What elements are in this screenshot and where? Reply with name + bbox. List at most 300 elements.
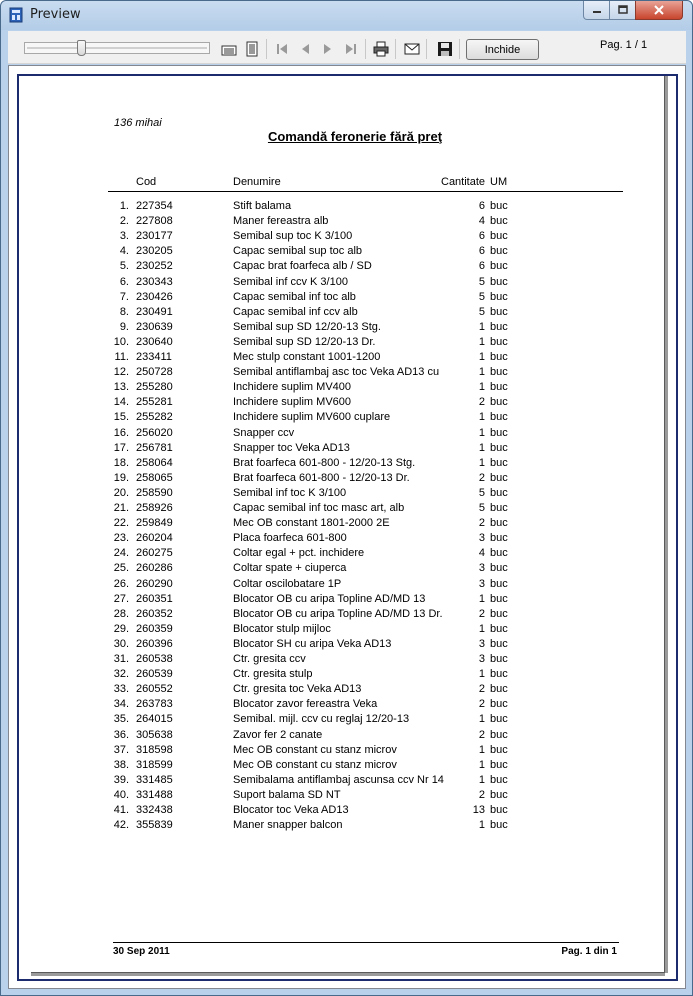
row-number: 41. — [113, 804, 129, 816]
row-denumire: Capac brat foarfeca alb / SD — [233, 260, 372, 273]
row-number: 2. — [119, 215, 129, 228]
row-cod: 260290 — [136, 577, 173, 590]
row-um: buc — [490, 743, 508, 756]
row-um: buc — [490, 547, 508, 560]
row-cod: 260552 — [136, 683, 173, 696]
row-number: 28. — [113, 607, 129, 620]
row-um: buc — [490, 637, 508, 650]
row-number: 7. — [119, 290, 129, 303]
row-denumire: Maner snapper balcon — [233, 819, 343, 832]
column-header-cod: Cod — [136, 176, 157, 188]
row-denumire: Ctr. gresita stulp — [233, 668, 313, 681]
zoom-slider-track — [27, 47, 207, 49]
row-cod: 230205 — [136, 245, 173, 258]
row-number: 16. — [113, 426, 129, 439]
row-number: 24. — [113, 547, 129, 560]
column-header-cantitate: Cantitate — [441, 176, 486, 188]
table-row — [31, 608, 665, 623]
row-cantitate: 1 — [478, 622, 485, 635]
row-denumire: Brat foarfeca 601-800 - 12/20-13 Stg. — [233, 456, 416, 469]
table-row — [31, 683, 665, 698]
row-cantitate: 1 — [478, 592, 485, 605]
row-cod: 230177 — [136, 230, 173, 243]
row-um: buc — [490, 441, 508, 454]
row-um: buc — [490, 728, 508, 741]
footer-divider — [113, 942, 619, 943]
row-cantitate: 4 — [478, 547, 485, 560]
table-row — [31, 713, 665, 728]
row-cantitate: 2 — [478, 683, 485, 696]
row-denumire: Capac semibal inf toc masc art, alb — [233, 502, 405, 514]
row-cantitate: 6 — [478, 230, 485, 243]
zoom-slider[interactable] — [24, 42, 210, 54]
row-cantitate: 1 — [478, 381, 485, 394]
row-number: 34. — [113, 698, 129, 711]
row-number: 14. — [113, 396, 129, 409]
zoom-slider-thumb[interactable] — [77, 40, 86, 56]
row-cod: 318598 — [136, 743, 173, 756]
row-cantitate: 3 — [478, 577, 485, 590]
row-cod: 259849 — [136, 517, 173, 530]
save-icon — [437, 41, 453, 57]
page-width-button[interactable] — [243, 40, 261, 58]
row-number: 40. — [113, 788, 129, 801]
row-denumire: Capac semibal sup toc alb — [233, 245, 363, 258]
row-um: buc — [490, 305, 508, 318]
row-um: buc — [490, 456, 508, 469]
row-um: buc — [490, 200, 508, 212]
table-row — [31, 442, 665, 457]
row-cod: 227808 — [136, 215, 173, 228]
maximize-icon — [618, 5, 628, 15]
table-row — [31, 230, 665, 245]
table-row — [31, 517, 665, 532]
row-number: 26. — [113, 577, 129, 590]
row-cod: 260359 — [136, 622, 173, 635]
row-cod: 264015 — [136, 713, 173, 726]
app-icon — [9, 7, 23, 23]
email-icon — [404, 41, 420, 57]
row-um: buc — [490, 366, 508, 379]
maximize-button[interactable] — [609, 1, 636, 20]
table-row — [31, 245, 665, 260]
table-row — [31, 819, 665, 834]
row-cantitate: 3 — [478, 653, 485, 665]
row-number: 22. — [113, 517, 129, 530]
row-denumire: Mec OB constant cu stanz microv — [233, 743, 397, 756]
row-cod: 263783 — [136, 698, 173, 711]
row-cantitate: 1 — [478, 743, 485, 756]
toolbar-separator — [426, 39, 427, 59]
column-header-denumire: Denumire — [233, 176, 281, 188]
row-cantitate: 2 — [478, 788, 485, 801]
row-number: 6. — [119, 275, 129, 288]
row-number: 15. — [113, 411, 129, 424]
row-cod: 331488 — [136, 788, 173, 801]
row-cantitate: 1 — [478, 320, 485, 333]
row-um: buc — [490, 577, 508, 590]
table-row — [31, 562, 665, 577]
row-cantitate: 5 — [478, 486, 485, 499]
row-number: 11. — [114, 351, 129, 363]
row-cod: 260286 — [136, 562, 173, 575]
table-row — [31, 638, 665, 653]
table-row — [31, 593, 665, 608]
close-window-button[interactable] — [635, 1, 683, 20]
row-cod: 250728 — [136, 366, 173, 379]
row-number: 13. — [113, 381, 129, 394]
row-um: buc — [490, 698, 508, 711]
row-denumire: Coltar spate + ciuperca — [233, 562, 347, 575]
row-cantitate: 3 — [478, 637, 485, 650]
row-number: 39. — [113, 773, 129, 786]
row-number: 30. — [113, 637, 129, 650]
table-row — [31, 411, 665, 426]
table-row — [31, 804, 665, 819]
row-cantitate: 1 — [478, 773, 485, 786]
prev-page-icon — [298, 42, 312, 56]
row-cantitate: 2 — [478, 471, 485, 484]
row-cantitate: 5 — [478, 290, 485, 303]
row-cod: 305638 — [136, 728, 173, 741]
row-number: 4. — [119, 245, 129, 258]
row-um: buc — [490, 683, 508, 696]
row-cod: 258065 — [136, 471, 173, 484]
table-row — [31, 487, 665, 502]
row-um: buc — [490, 486, 508, 499]
row-denumire: Snapper toc Veka AD13 — [233, 441, 350, 454]
page-width-icon — [244, 41, 260, 57]
row-cantitate: 1 — [478, 411, 485, 424]
row-number: 37. — [113, 743, 129, 756]
row-cantitate: 2 — [478, 728, 485, 741]
row-um: buc — [490, 351, 508, 363]
table-row — [31, 351, 665, 366]
row-number: 17. — [113, 441, 129, 454]
row-cantitate: 1 — [478, 441, 485, 454]
row-number: 36. — [113, 728, 129, 741]
row-cod: 256020 — [136, 426, 173, 439]
row-um: buc — [490, 260, 508, 273]
table-row — [31, 578, 665, 593]
report-page — [31, 76, 665, 973]
row-um: buc — [490, 819, 508, 832]
row-cantitate: 13 — [472, 804, 485, 816]
row-um: buc — [490, 502, 508, 514]
row-number: 9. — [119, 320, 129, 333]
table-row — [31, 396, 665, 411]
row-denumire: Semibal sup SD 12/20-13 Dr. — [233, 335, 376, 348]
row-denumire: Semibal. mijl. ccv cu reglaj 12/20-13 — [233, 713, 410, 726]
row-um: buc — [490, 230, 508, 243]
row-um: buc — [490, 215, 508, 228]
row-cantitate: 1 — [478, 351, 485, 363]
row-number: 21. — [113, 502, 129, 514]
row-denumire: Mec stulp constant 1001-1200 — [233, 351, 381, 363]
row-denumire: Ctr. gresita ccv — [233, 653, 306, 665]
row-cantitate: 1 — [478, 758, 485, 771]
toolbar — [8, 31, 686, 64]
row-um: buc — [490, 320, 508, 333]
row-number: 19. — [113, 471, 129, 484]
table-row — [31, 789, 665, 804]
row-number: 31. — [113, 653, 129, 665]
row-cantitate: 2 — [478, 607, 485, 620]
row-number: 20. — [113, 486, 129, 499]
row-cod: 256781 — [136, 441, 173, 454]
toolbar-separator — [395, 39, 396, 59]
row-denumire: Blocator OB cu aripa Topline AD/MD 13 — [233, 592, 426, 605]
row-number: 32. — [113, 668, 129, 681]
report-user: 136 mihai — [114, 117, 162, 129]
print-icon — [373, 41, 389, 57]
row-denumire: Zavor fer 2 canate — [233, 728, 323, 741]
row-number: 1. — [119, 200, 129, 212]
email-button[interactable] — [403, 40, 421, 58]
first-page-icon — [275, 42, 289, 56]
row-cod: 255281 — [136, 396, 173, 409]
row-denumire: Coltar oscilobatare 1P — [233, 577, 342, 590]
row-denumire: Semibal sup toc K 3/100 — [233, 230, 353, 243]
table-row — [31, 336, 665, 351]
row-cod: 355839 — [136, 819, 173, 832]
row-cantitate: 4 — [478, 215, 485, 228]
table-row — [31, 729, 665, 744]
row-cantitate: 5 — [478, 305, 485, 318]
report-title: Comandă feronerie fără preţ — [267, 129, 443, 144]
row-um: buc — [490, 335, 508, 348]
row-denumire: Mec OB constant 1801-2000 2E — [233, 517, 390, 530]
row-um: buc — [490, 607, 508, 620]
row-cod: 255280 — [136, 381, 173, 394]
row-number: 27. — [113, 592, 129, 605]
row-denumire: Semibal antiflambaj asc toc Veka AD13 cu — [233, 366, 440, 379]
row-cantitate: 1 — [478, 366, 485, 379]
row-denumire: Coltar egal + pct. inchidere — [233, 547, 365, 560]
row-denumire: Semibal inf toc K 3/100 — [233, 486, 347, 499]
row-cantitate: 1 — [478, 819, 485, 832]
page-indicator: Pag. 1 / 1 — [600, 39, 648, 51]
row-um: buc — [490, 804, 508, 816]
row-number: 8. — [119, 305, 129, 318]
row-cod: 318599 — [136, 758, 173, 771]
row-um: buc — [490, 653, 508, 665]
window-title: Preview — [30, 7, 81, 22]
footer-date: 30 Sep 2011 — [113, 946, 170, 957]
row-denumire: Semibal sup SD 12/20-13 Stg. — [233, 320, 381, 333]
toolbar-separator — [459, 39, 460, 59]
footer-page-number: Pag. 1 din 1 — [561, 946, 617, 957]
row-cod: 230491 — [136, 305, 173, 318]
header-divider — [108, 191, 623, 192]
table-row — [31, 366, 665, 381]
row-denumire: Capac semibal inf ccv alb — [233, 305, 358, 318]
row-number: 38. — [113, 758, 129, 771]
page-fit-button[interactable] — [220, 40, 238, 58]
row-cod: 260351 — [136, 592, 173, 605]
row-um: buc — [490, 381, 508, 394]
row-cod: 260204 — [136, 532, 173, 545]
row-number: 25. — [113, 562, 129, 575]
next-page-button[interactable] — [319, 40, 337, 58]
row-denumire: Stift balama — [233, 200, 292, 212]
row-cantitate: 1 — [478, 335, 485, 348]
row-number: 35. — [113, 713, 129, 726]
row-cantitate: 1 — [478, 668, 485, 681]
table-row — [31, 215, 665, 230]
row-cod: 230252 — [136, 260, 173, 273]
row-um: buc — [490, 396, 508, 409]
row-um: buc — [490, 713, 508, 726]
title-bar[interactable] — [1, 1, 692, 30]
row-denumire: Suport balama SD NT — [233, 788, 341, 801]
row-denumire: Semibalama antiflambaj ascunsa ccv Nr 14 — [233, 773, 444, 786]
row-cantitate: 6 — [478, 200, 485, 212]
table-row — [31, 502, 665, 517]
print-button[interactable] — [372, 40, 390, 58]
row-um: buc — [490, 773, 508, 786]
row-um: buc — [490, 668, 508, 681]
table-row — [31, 472, 665, 487]
row-cod: 233411 — [136, 351, 172, 363]
row-um: buc — [490, 245, 508, 258]
row-denumire: Inchidere suplim MV600 cuplare — [233, 411, 391, 424]
row-cantitate: 2 — [478, 517, 485, 530]
row-denumire: Placa foarfeca 601-800 — [233, 532, 347, 545]
minimize-button[interactable] — [583, 1, 610, 20]
table-row — [31, 668, 665, 683]
row-cod: 227354 — [136, 200, 173, 212]
row-cod: 260352 — [136, 607, 173, 620]
row-number: 12. — [113, 366, 129, 379]
row-number: 42. — [113, 819, 129, 832]
page-fit-icon — [221, 41, 237, 57]
row-cod: 260275 — [136, 547, 173, 560]
row-cod: 230640 — [136, 335, 173, 348]
row-cod: 258064 — [136, 456, 173, 469]
row-cantitate: 2 — [478, 698, 485, 711]
table-row — [31, 532, 665, 547]
row-denumire: Snapper ccv — [233, 426, 295, 439]
row-denumire: Capac semibal inf toc alb — [233, 290, 356, 303]
last-page-icon — [344, 42, 358, 56]
row-cod: 230639 — [136, 320, 173, 333]
table-row — [31, 200, 665, 215]
row-um: buc — [490, 517, 508, 530]
table-row — [31, 427, 665, 442]
table-row — [31, 774, 665, 789]
table-row — [31, 457, 665, 472]
row-cod: 230343 — [136, 275, 173, 288]
first-page-button[interactable] — [273, 40, 291, 58]
row-number: 33. — [113, 683, 129, 696]
row-denumire: Semibal inf ccv K 3/100 — [233, 275, 348, 288]
row-cod: 258926 — [136, 502, 173, 514]
row-um: buc — [490, 411, 508, 424]
row-denumire: Maner fereastra alb — [233, 215, 329, 228]
table-row — [31, 698, 665, 713]
row-denumire: Blocator SH cu aripa Veka AD13 — [233, 637, 392, 650]
row-cod: 331485 — [136, 773, 173, 786]
table-row — [31, 744, 665, 759]
row-cod: 260539 — [136, 668, 173, 681]
row-denumire: Blocator stulp mijloc — [233, 622, 331, 635]
row-um: buc — [490, 788, 508, 801]
row-number: 10. — [113, 335, 129, 348]
preview-viewport[interactable] — [8, 65, 686, 989]
row-denumire: Mec OB constant cu stanz microv — [233, 758, 397, 771]
row-number: 23. — [113, 532, 129, 545]
next-page-icon — [321, 42, 335, 56]
row-um: buc — [490, 290, 508, 303]
row-um: buc — [490, 532, 508, 545]
row-cantitate: 1 — [478, 426, 485, 439]
row-number: 3. — [119, 230, 129, 243]
minimize-icon — [592, 5, 602, 15]
row-cantitate: 3 — [478, 532, 485, 545]
row-um: buc — [490, 592, 508, 605]
row-denumire: Blocator OB cu aripa Topline AD/MD 13 Dr. — [233, 607, 443, 620]
table-row — [31, 291, 665, 306]
last-page-button[interactable] — [342, 40, 360, 58]
row-cantitate: 3 — [478, 562, 485, 575]
row-cod: 260396 — [136, 637, 173, 650]
row-denumire: Blocator zavor fereastra Veka — [233, 698, 378, 711]
row-denumire: Ctr. gresita toc Veka AD13 — [233, 683, 362, 696]
row-denumire: Blocator toc Veka AD13 — [233, 804, 349, 816]
table-row — [31, 653, 665, 668]
table-row — [31, 260, 665, 275]
table-row — [31, 623, 665, 638]
page-frame — [17, 74, 678, 981]
row-um: buc — [490, 275, 508, 288]
row-denumire: Inchidere suplim MV400 — [233, 381, 352, 394]
close-icon — [653, 5, 665, 15]
table-row — [31, 381, 665, 396]
row-number: 18. — [113, 456, 129, 469]
row-cantitate: 1 — [478, 713, 485, 726]
prev-page-button[interactable] — [296, 40, 314, 58]
row-cod: 332438 — [136, 804, 173, 816]
table-row — [31, 306, 665, 321]
row-um: buc — [490, 426, 508, 439]
table-row — [31, 759, 665, 774]
row-cod: 260538 — [136, 653, 173, 665]
table-row — [31, 547, 665, 562]
row-um: buc — [490, 758, 508, 771]
row-cantitate: 5 — [478, 275, 485, 288]
row-cod: 255282 — [136, 411, 173, 424]
table-row — [31, 321, 665, 336]
toolbar-separator — [365, 39, 366, 59]
row-um: buc — [490, 622, 508, 635]
row-cantitate: 6 — [478, 245, 485, 258]
row-cod: 258590 — [136, 486, 173, 499]
row-um: buc — [490, 471, 508, 484]
row-um: buc — [490, 562, 508, 575]
column-header-um: UM — [490, 176, 508, 188]
row-cod: 230426 — [136, 290, 173, 303]
table-row — [31, 276, 665, 291]
close-preview-button[interactable]: Inchide — [466, 39, 539, 60]
row-denumire: Inchidere suplim MV600 — [233, 396, 352, 409]
save-button[interactable] — [436, 40, 454, 58]
row-cantitate: 2 — [478, 396, 485, 409]
row-denumire: Brat foarfeca 601-800 - 12/20-13 Dr. — [233, 471, 410, 484]
row-cantitate: 6 — [478, 260, 485, 273]
row-cantitate: 5 — [478, 502, 485, 514]
row-cantitate: 1 — [478, 456, 485, 469]
